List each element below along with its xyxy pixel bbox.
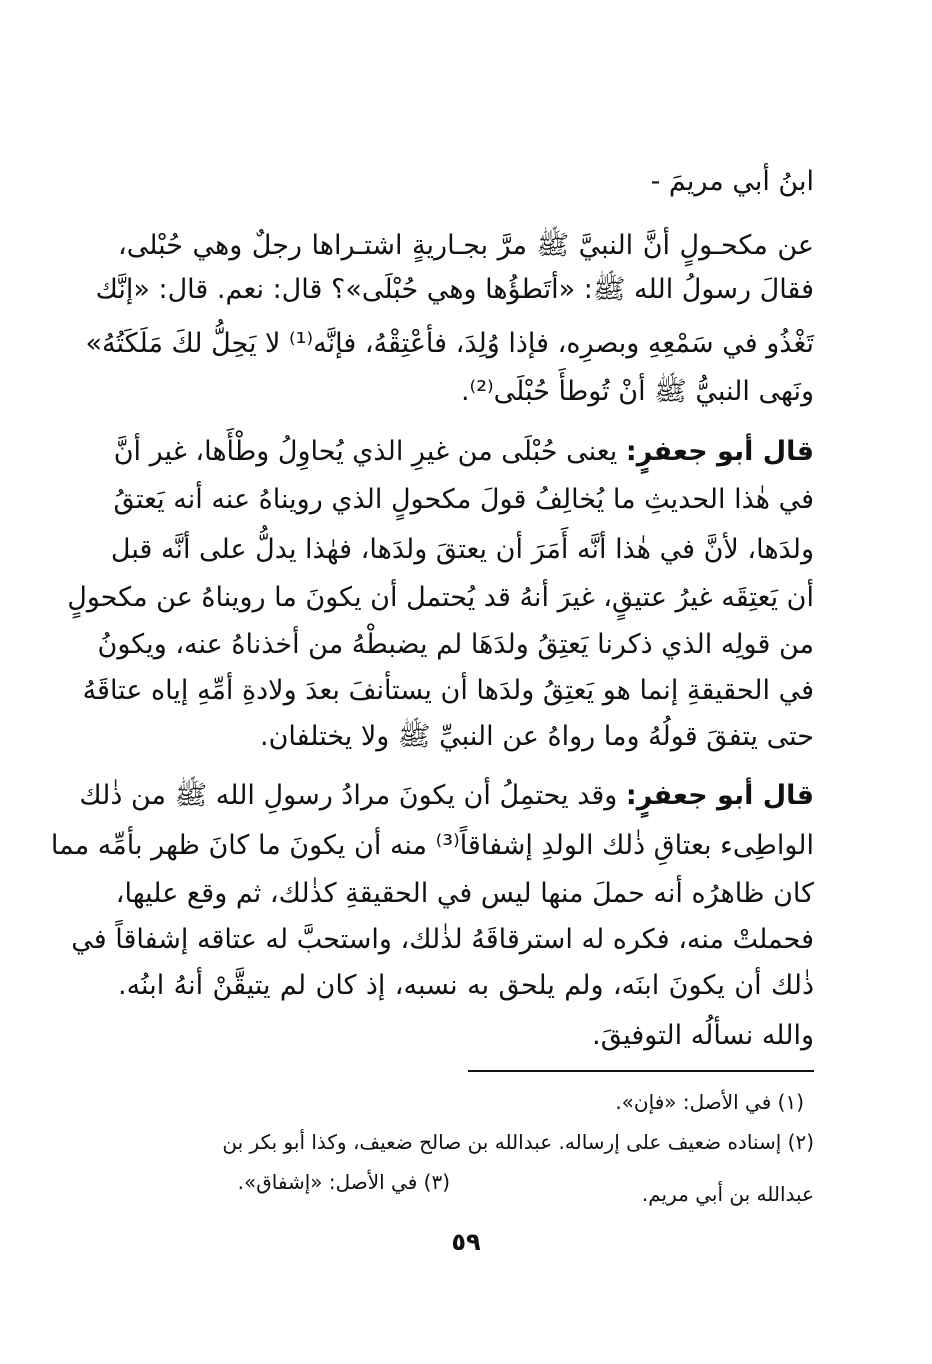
text-line: الواطِىء بعتاقِ ذٰلك الولدِ إشفاقاً⁽³⁾ منه أن يكونَ ما كانَ ظهر بأمِّه مما [50,830,814,861]
footnote-divider [468,1070,814,1072]
text-line: فقالَ رسولُ الله ﷺ: «أتَطؤُها وهي حُبْلَى»؟ قال: نعم. قال: «إنَّك [95,274,814,305]
text-line: ولدَها، لأنَّ في هٰذا أنَّه أَمَرَ أن يعتقَ ولدَها، فهٰذا يدلُّ على أنَّه قبل [110,534,814,565]
text-line [79,776,814,820]
speaker-label: قال أبو جعفرٍ: [625,436,814,467]
text-line: كان ظاهرُه أنه حملَ منها ليس في الحقيقةِ كذٰلك، ثم وقع عليها، [115,878,814,909]
text-line [113,432,814,476]
footnote-2-continued: عبدالله بن أبي مريم. [641,1182,814,1206]
footnote-3: (٣) في الأصل: «إشفاق». [237,1170,450,1194]
text-line: أن يَعتِقَه غيرُ عتيقٍ، غيرَ أنهُ قد يُحتمل أن يكونَ ما رويناهُ عن مكحولٍ [67,582,814,613]
text-line: ونَهى النبيُّ ﷺ أنْ تُوطأَ حُبْلَى⁽²⁾. [460,376,814,407]
text-line: والله نسألُه التوفيقَ. [592,1020,814,1051]
footnote-2: (٢) إسناده ضعيف على إرساله. عبدالله بن صالح ضعيف، وكذا أبو بكر بن [222,1130,814,1154]
text-line: فحملتْ منه، فكره له استرقاقَهُ لذٰلك، واستحبَّ له عتاقه إشفاقاً في [71,924,814,955]
footnote-1: (١) في الأصل: «فإن». [615,1090,804,1114]
text-span: وقد يحتمِلُ أن يكونَ مرادُ رسولِ الله ﷺ من ذٰلك [79,780,626,811]
text-line: ابنُ أبي مريمَ - [650,166,814,197]
speaker-label: قال أبو جعفرٍ: [625,780,814,811]
text-line: ذٰلك أن يكونَ ابنَه، ولم يلحق به نسبه، إذ كان لم يتيقَّنْ أنهُ ابنُه. [118,970,814,1001]
text-line: في الحقيقةِ إنما هو يَعتِقُ ولدَها أن يستأنفَ بعدَ ولادةِ أمِّهِ إياه عتاقَهُ [82,675,814,706]
text-span: يعنى حُبْلَى من غيرِ الذي يُحاوِلُ وطْأَها، غير أنَّ [113,436,626,467]
text-line: عن مكحـولٍ أنَّ النبيَّ ﷺ مرَّ بجـاريةٍ اشتـراها رجلٌ وهي حُبْلى، [118,230,814,261]
text-line: في هٰذا الحديثِ ما يُخالِفُ قولَ مكحولٍ الذي رويناهُ عنه أنه يَعتقُ [113,484,814,515]
page-number: ٥٩ [451,1228,481,1256]
text-line: من قولِه الذي ذكرنا يَعتِقُ ولدَهَا لم يضبطْهُ من أخذناهُ عنه، ويكونُ [97,629,814,660]
text-line: حتى يتفقَ قولُهُ وما رواهُ عن النبيِّ ﷺ ولا يختلفان. [259,721,814,752]
text-line: تَغْذُو في سَمْعِهِ وبصرِه، فإذا وُلِدَ، فأعْتِقْهُ، فإنَّه⁽¹⁾ لا يَحِلُّ لكَ مَلَكَتُهُ» [85,328,814,359]
